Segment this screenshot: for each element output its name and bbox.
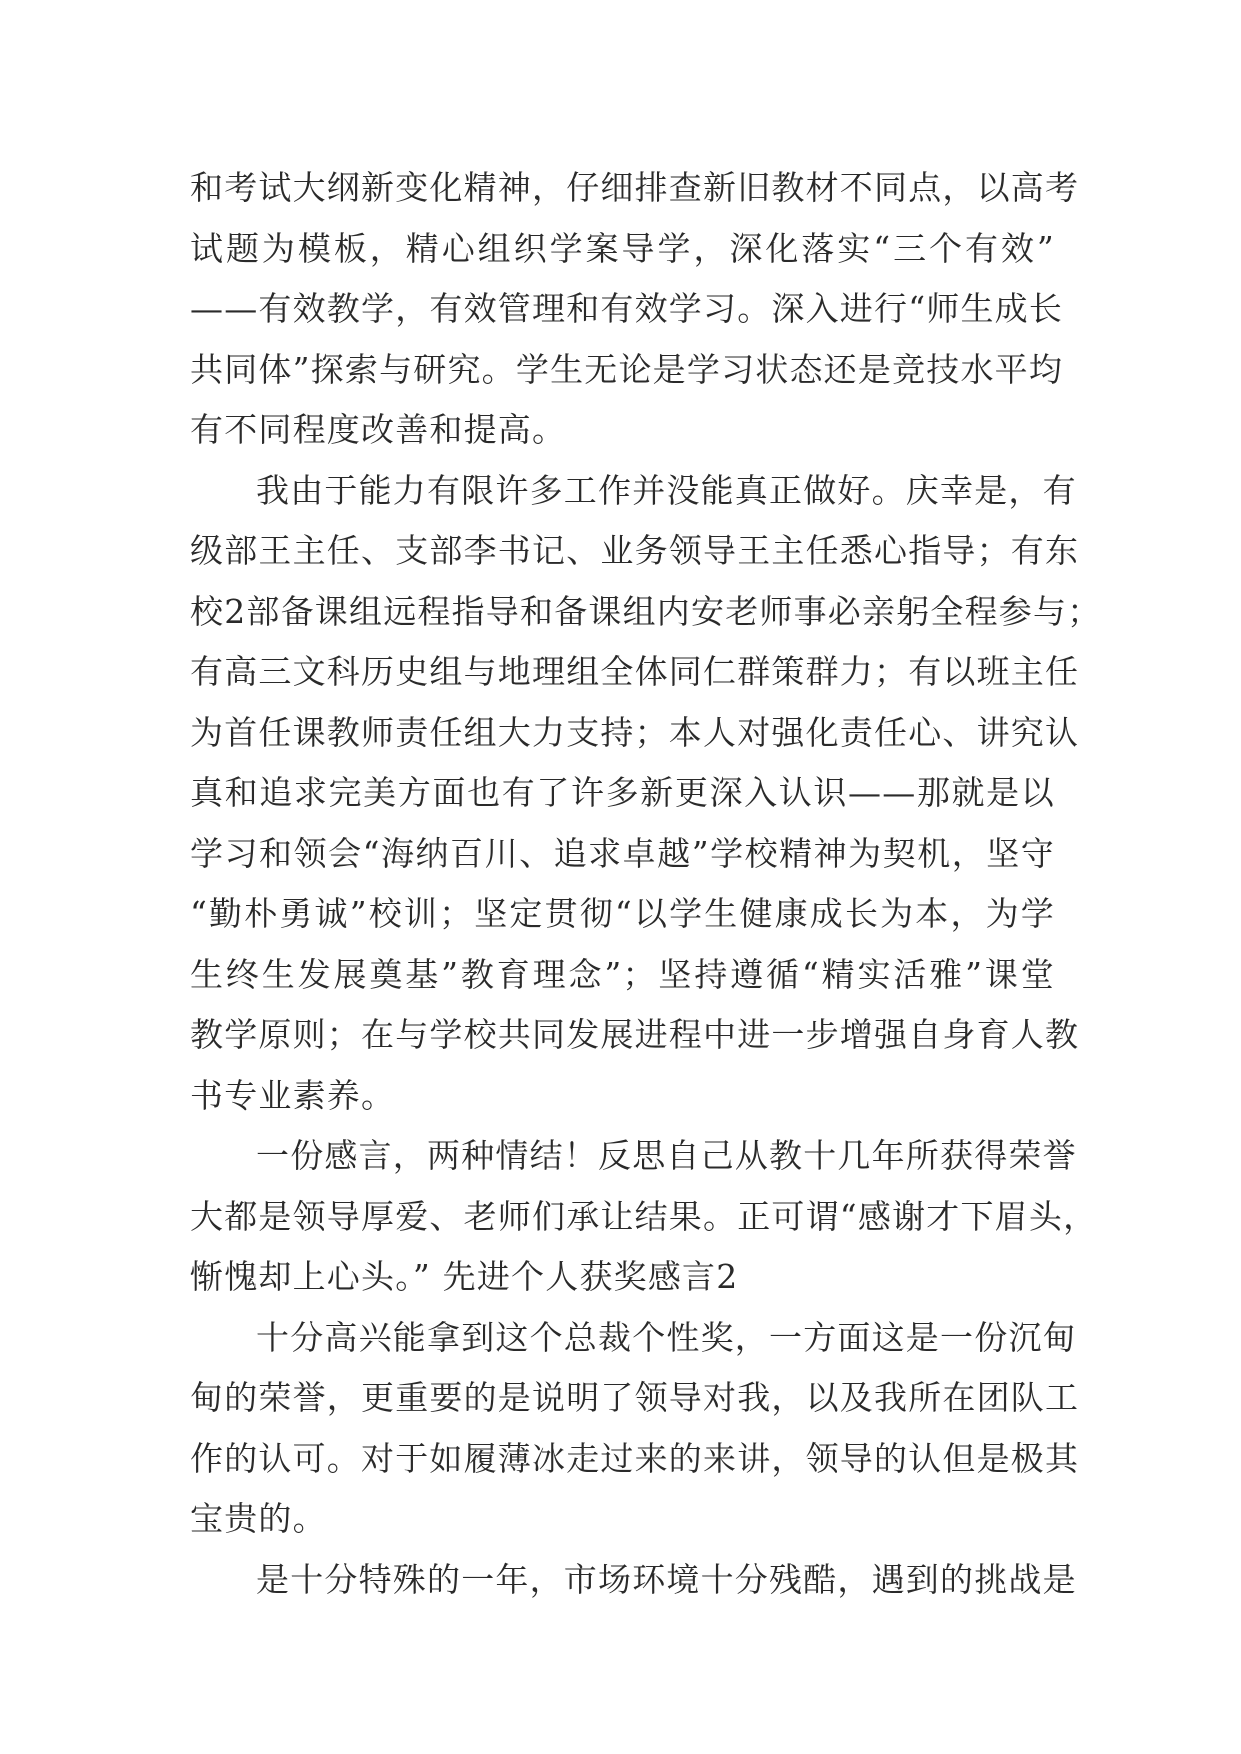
- text-line: 一份感言，两种情结！反思自己从教十几年所获得荣誉: [256, 1136, 1077, 1175]
- text-line: 校2部备课组远程指导和备课组内安老师事必亲躬全程参与；: [190, 591, 1102, 631]
- text-line: 生终生发展奠基”教育理念”；坚持遵循“精实活雅”课堂: [190, 954, 1055, 994]
- text-line: 甸的荣誉，更重要的是说明了领导对我，以及我所在团队工: [190, 1378, 1080, 1417]
- text-line: 真和追求完美方面也有了许多新更深入认识——那就是以: [190, 773, 1055, 812]
- text-line: 学习和领会“海纳百川、追求卓越”学校精神为契机，坚守: [190, 833, 1055, 873]
- text-line: 我由于能力有限许多工作并没能真正做好。庆幸是，有: [256, 470, 1077, 510]
- text-line: 共同体”探索与研究。学生无论是学习状态还是竞技水平均: [190, 349, 1064, 389]
- text-line: ——有效教学，有效管理和有效学习。深入进行“师生成长: [190, 289, 1064, 328]
- text-line: 大都是领导厚爱、老师们承让结果。正可谓“感谢才下眉头，: [190, 1196, 1098, 1236]
- text-line: 试题为模板，精心组织学案导学，深化落实“三个有效”: [190, 228, 1055, 268]
- text-line: 作的认可。对于如履薄冰走过来的来讲，领导的认但是极其: [190, 1438, 1080, 1478]
- text-line: 教学原则；在与学校共同发展进程中进一步增强自身育人教: [190, 1015, 1080, 1054]
- text-line: 十分高兴能拿到这个总裁个性奖，一方面这是一份沉甸: [256, 1317, 1077, 1357]
- text-line: 书专业素养。: [190, 1075, 396, 1115]
- text-line: 宝贵的。: [190, 1499, 327, 1538]
- text-line: 有不同程度改善和提高。: [190, 410, 567, 449]
- text-line: 为首任课教师责任组大力支持；本人对强化责任心、讲究认: [190, 712, 1080, 752]
- text-line: 惭愧却上心头。” 先进个人获奖感言2: [190, 1257, 739, 1296]
- text-line: 是十分特殊的一年，市场环境十分残酷，遇到的挑战是: [256, 1559, 1077, 1599]
- text-line: “勤朴勇诚”校训；坚定贯彻“以学生健康成长为本，为学: [190, 894, 1055, 933]
- text-line: 有高三文科历史组与地理组全体同仁群策群力；有以班主任: [190, 652, 1080, 691]
- body-text: [190, 158, 1102, 1610]
- text-line: 级部王主任、支部李书记、业务领导王主任悉心指导；有东: [190, 531, 1080, 570]
- text-line: 和考试大纲新变化精神，仔细排查新旧教材不同点，以高考: [190, 168, 1080, 207]
